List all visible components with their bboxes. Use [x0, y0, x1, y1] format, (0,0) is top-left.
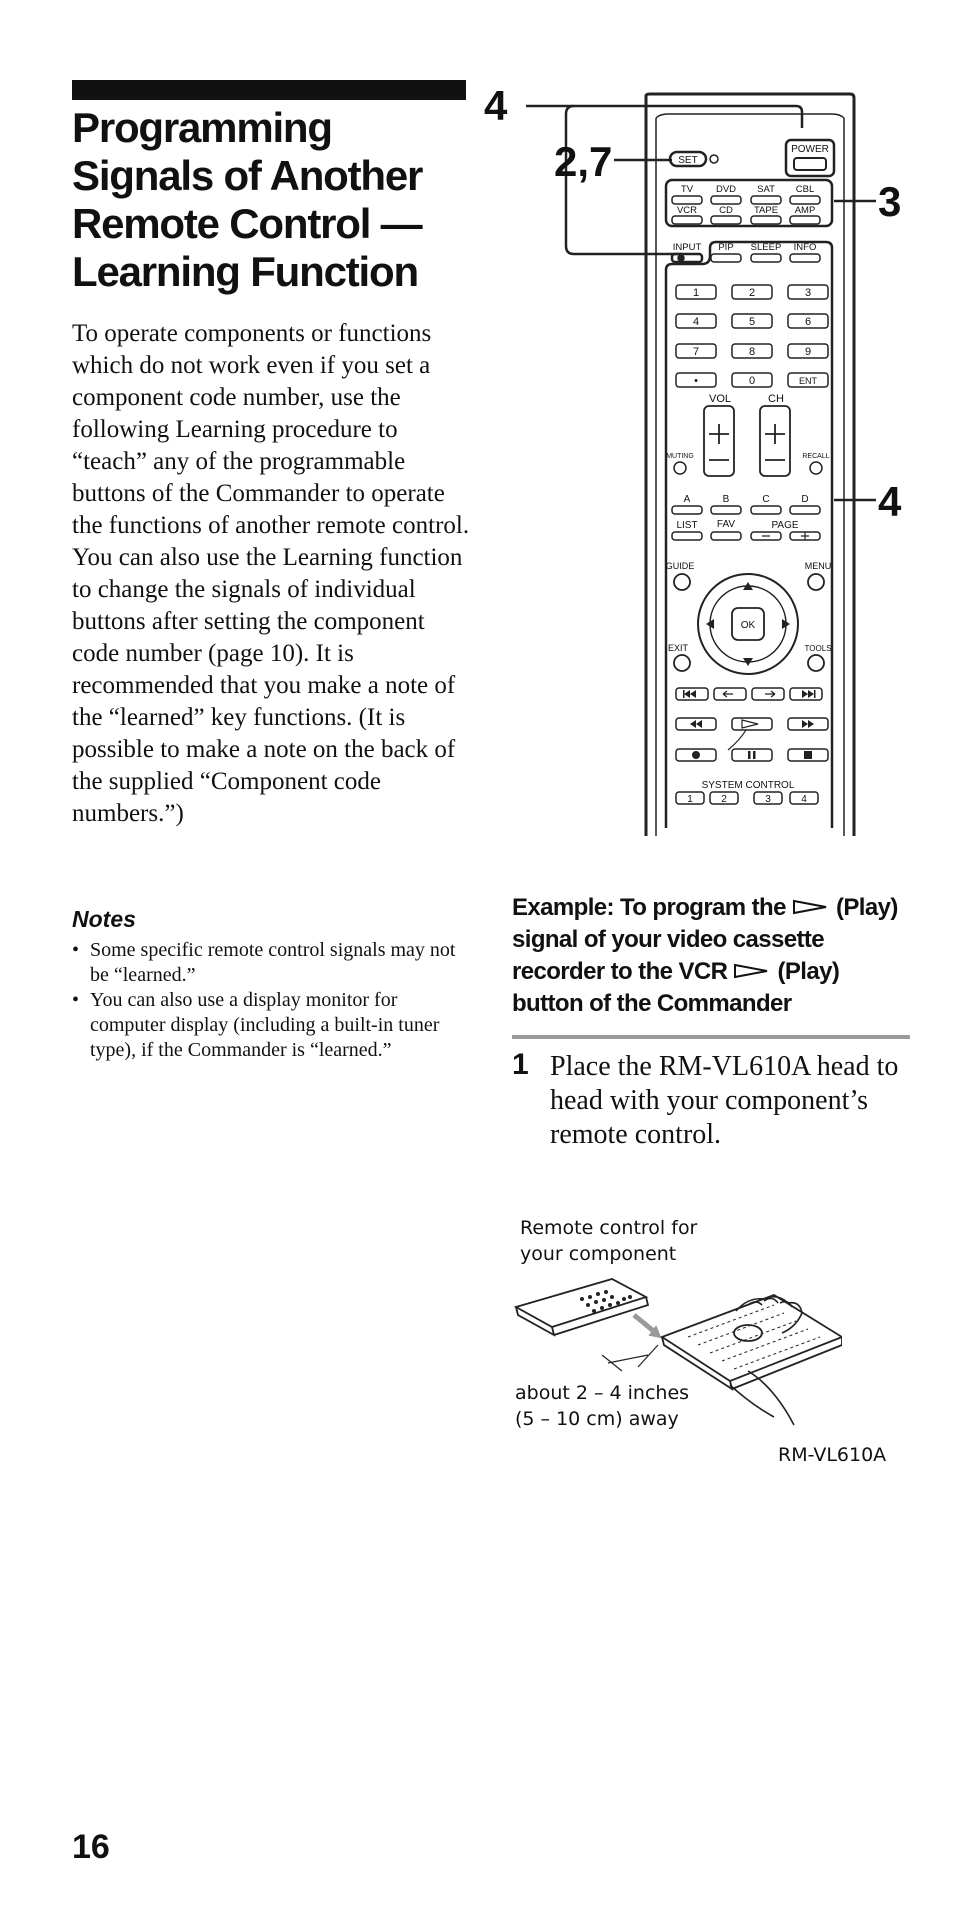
play-icon	[733, 963, 771, 979]
notes-list	[72, 938, 472, 1063]
tools-label: TOOLS	[804, 644, 832, 653]
guide-label: GUIDE	[665, 561, 695, 571]
distance-marker	[602, 1345, 658, 1371]
num-2: 2	[748, 287, 756, 299]
btn-label-tape: TAPE	[753, 205, 779, 216]
caption-component-remote	[520, 1215, 760, 1267]
num-dot: •	[694, 375, 698, 387]
rm-vl610a-drawing	[662, 1295, 842, 1389]
remote-illustration	[484, 88, 934, 836]
btn-label-tv: TV	[680, 184, 694, 195]
example-lead: Example:	[512, 894, 614, 921]
example-rule	[512, 1035, 910, 1039]
title-rule	[72, 80, 466, 100]
system-control-label: SYSTEM CONTROL	[701, 780, 795, 791]
exit-label: EXIT	[667, 643, 689, 653]
step-number: 1	[512, 1048, 529, 1081]
btn-label-c: C	[762, 494, 770, 505]
num-4: 4	[692, 316, 700, 328]
page-label: PAGE	[771, 520, 799, 531]
sys-3: 3	[765, 794, 771, 805]
power-label: POWER	[791, 144, 829, 155]
btn-label-input: INPUT	[672, 242, 702, 253]
callout-3: 3	[878, 178, 902, 225]
example-text-3: (Play) button of the Commander	[512, 958, 840, 1017]
num-1: 1	[692, 287, 700, 299]
callout-2-7: 2,7	[554, 138, 613, 185]
muting-label: MUTING	[666, 453, 694, 460]
num-ent: ENT	[799, 376, 817, 386]
vol-label: VOL	[708, 393, 732, 405]
component-row-1	[672, 196, 820, 204]
btn-label-dvd: DVD	[715, 184, 737, 195]
btn-label-amp: AMP	[794, 205, 816, 216]
callout-4-right: 4	[878, 478, 902, 525]
btn-label-cd: CD	[719, 205, 733, 216]
num-3: 3	[804, 287, 812, 299]
btn-label-a: A	[683, 494, 691, 505]
caption-line: (5 – 10 cm) away	[515, 1408, 679, 1430]
sys-2: 2	[721, 794, 727, 805]
programmable-region	[666, 242, 832, 828]
num-8: 8	[748, 346, 756, 358]
note-item: • You can also use a display monitor for computer display (including a built-in tuner type), if the Commander is “learned.”	[72, 988, 472, 1063]
set-label: SET	[678, 155, 698, 166]
caption-distance	[515, 1380, 755, 1432]
page-title: Programming Signals of Another Remote Control — Learning Function	[72, 104, 423, 295]
note-item: • Some specific remote control signals may not be “learned.”	[72, 938, 472, 988]
step-text: Place the RM-VL610A head to head with your component’s remote control.	[550, 1051, 899, 1150]
caption-line: about 2 – 4 inches	[515, 1382, 690, 1404]
component-remote-drawing	[516, 1279, 648, 1335]
btn-label-d: D	[801, 494, 809, 505]
component-row-2	[672, 216, 820, 224]
page-number: 16	[72, 1828, 110, 1866]
caption-line: Remote control for	[520, 1217, 698, 1239]
ok-label: OK	[740, 620, 756, 631]
btn-label-b: B	[722, 494, 730, 505]
num-0: 0	[748, 375, 756, 387]
notes-heading: Notes	[72, 906, 136, 932]
btn-label-sat: SAT	[757, 184, 775, 195]
example-text-2: (Play) signal of your video cassette recorder to the VCR	[512, 894, 898, 985]
fav-label: FAV	[716, 519, 736, 530]
sys-4: 4	[801, 794, 807, 805]
example-heading	[512, 892, 912, 1020]
intro-paragraph: To operate components or functions which do not work even if you set a component code number, use the following Learning procedure to “teach” any of the programmable buttons of the Commander to operate the functions of another remote control. You can also use the Learning function to change the signals of individual buttons after setting the component code number (page 10). It is recommended that you make a note of the “learned” key functions. (It is possible to make a note on the back of the supplied “Component code numbers.”)	[72, 320, 470, 827]
caption-model: RM-VL610A	[778, 1444, 887, 1466]
caption-line: your component	[520, 1243, 677, 1265]
list-label: LIST	[676, 520, 698, 531]
play-icon	[792, 899, 830, 915]
num-6: 6	[804, 316, 812, 328]
callout-4-top: 4	[484, 88, 508, 129]
btn-label-vcr: VCR	[676, 205, 698, 216]
btn-label-pip: PIP	[718, 242, 734, 253]
btn-label-cbl: CBL	[795, 184, 815, 195]
num-9: 9	[804, 346, 812, 358]
numpad	[676, 285, 828, 387]
ch-label: CH	[768, 393, 784, 405]
num-7: 7	[692, 346, 700, 358]
btn-label-info: INFO	[793, 242, 817, 253]
menu-label: MENU	[804, 561, 832, 571]
sys-1: 1	[687, 794, 693, 805]
recall-label: RECALL	[802, 453, 830, 460]
example-text-1: To program the	[613, 894, 786, 921]
num-5: 5	[748, 316, 756, 328]
btn-label-sleep: SLEEP	[750, 242, 782, 253]
